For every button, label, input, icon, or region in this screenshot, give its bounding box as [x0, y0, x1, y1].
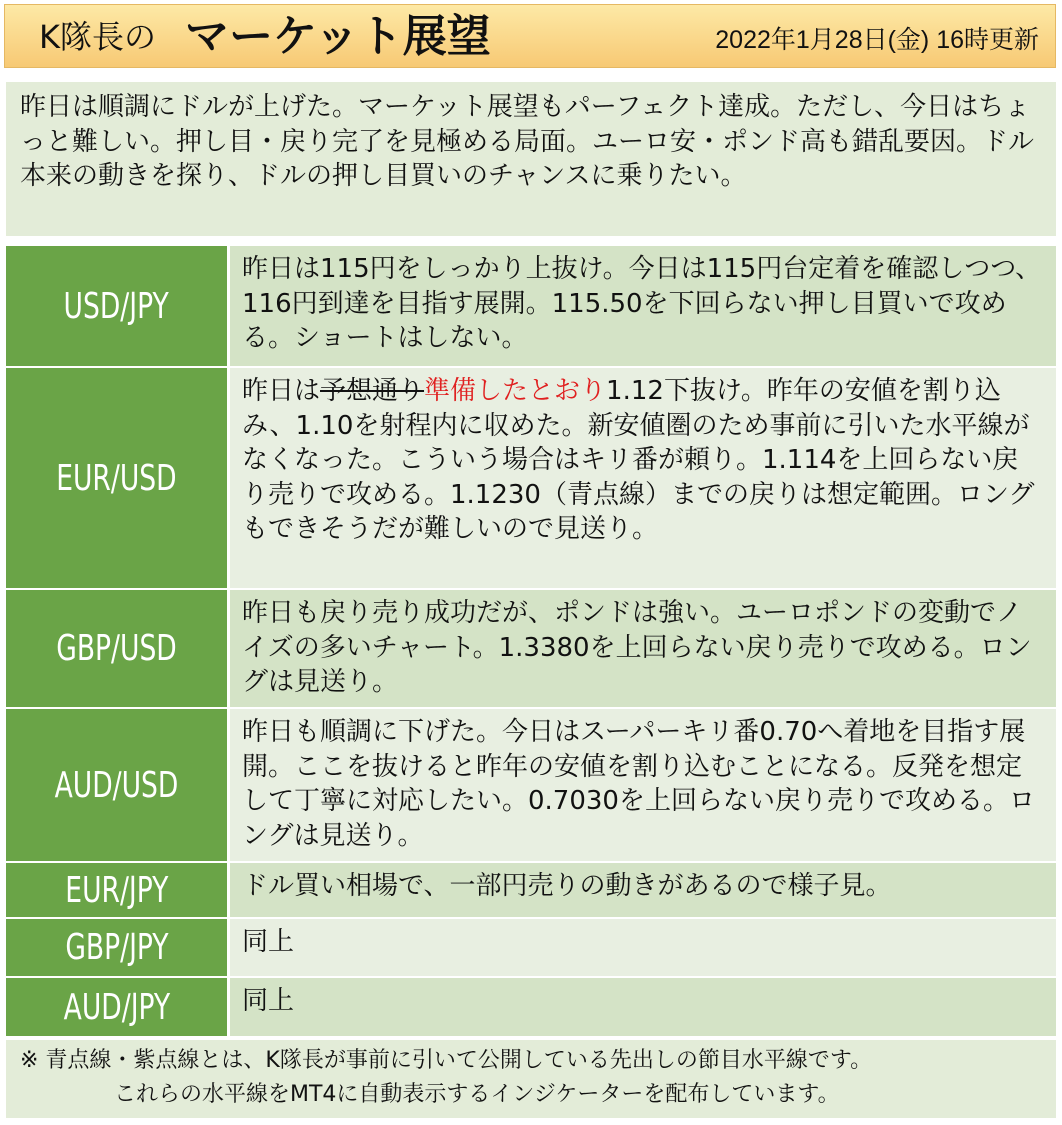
table-row-usdjpy [6, 246, 1056, 368]
footnote-line-2: これらの水平線をMT4に自動表示するインジケーターを配布しています。 [114, 1082, 840, 1107]
pair-label-audjpy: AUD/JPY [6, 978, 227, 1038]
comment-eurusd [227, 368, 1056, 590]
comment-eurusd-highlight: 準備したとおり [424, 376, 607, 406]
table-row-gbpusd [6, 590, 1056, 709]
brand-prefix: K隊長の [39, 18, 156, 56]
comment-eurusd-start: 昨日は [242, 376, 321, 406]
header-banner [4, 4, 1056, 68]
comment-gbpjpy: 同上 [227, 919, 1056, 978]
comment-eurjpy: ドル買い相場で、一部円売りの動きがあるので様子見。 [227, 863, 1056, 919]
table-row-audusd [6, 709, 1056, 863]
comment-audusd: 昨日も順調に下げた。今日はスーパーキリ番0.70へ着地を目指す展開。ここを抜けると昨年の安値を割り込むことになる。反発を想定して丁寧に対応したい。0.7030を上回らない戻り売りで攻める。ロングは見送り。 [227, 709, 1056, 863]
pair-label-eurusd: EUR/USD [6, 368, 227, 590]
comment-eurusd-struck: 予想通り [320, 376, 425, 406]
pair-label-audusd: AUD/USD [6, 709, 227, 863]
footnote-line-1: ※ 青点線・紫点線とは、K隊長が事前に引いて公開している先出しの節目水平線です。 [20, 1048, 873, 1073]
pair-label-usdjpy: USD/JPY [6, 246, 227, 368]
table-row-eurusd [6, 368, 1056, 590]
pair-label-gbpjpy: GBP/JPY [6, 919, 227, 978]
comment-usdjpy: 昨日は115円をしっかり上抜け。今日は115円台定着を確認しつつ、116円到達を目指す展開。115.50を下回らない押し目買いで攻める。ショートはしない。 [227, 246, 1056, 368]
table-row-eurjpy [6, 863, 1056, 919]
comment-eurusd-rest: 1.12下抜け。昨年の安値を割り込み、1.10を射程内に収めた。新安値圏のため事前に引いた水平線がなくなった。こういう場合はキリ番が頼り。1.114を上回らない戻り売りで攻める。1.1230（青点線）までの戻りは想定範囲。ロングもできそうだが難しいので見送り。 [242, 376, 1035, 544]
updated-timestamp: 2022年1月28日(金) 16時更新 [715, 26, 1039, 54]
summary-text: 昨日は順調にドルが上げた。マーケット展望もパーフェクト達成。ただし、今日はちょっと難しい。押し目・戻り完了を見極める局面。ユーロ安・ポンド高も錯乱要因。ドル本来の動きを探り、ドルの押し目買いのチャンスに乗りたい。 [6, 82, 1056, 236]
pair-label-gbpusd: GBP/USD [6, 590, 227, 709]
comment-audjpy: 同上 [227, 978, 1056, 1038]
page-title: マーケット展望 [185, 11, 491, 62]
footnote [6, 1040, 1056, 1118]
table-row-gbpjpy [6, 919, 1056, 978]
table-row-audjpy [6, 978, 1056, 1038]
comment-gbpusd: 昨日も戻り売り成功だが、ポンドは強い。ユーロポンドの変動でノイズの多いチャート。1.3380を上回らない戻り売りで攻める。ロングは見送り。 [227, 590, 1056, 709]
pair-label-eurjpy: EUR/JPY [6, 863, 227, 919]
